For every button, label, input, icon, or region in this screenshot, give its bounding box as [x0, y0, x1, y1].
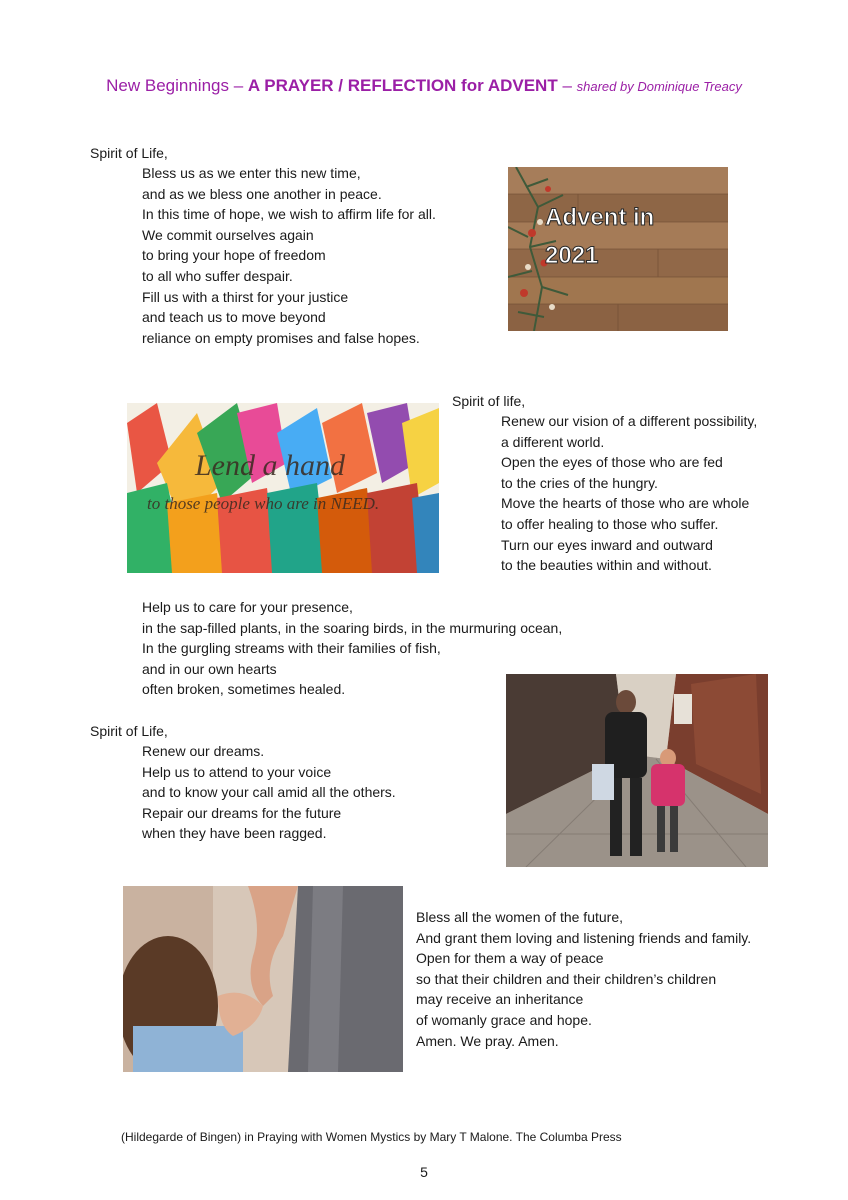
stanza-line: And grant them loving and listening friends and family.: [416, 929, 752, 946]
salutation-2: Spirit of life,: [452, 393, 526, 409]
title-separator: –: [557, 76, 577, 95]
stanza-line: often broken, sometimes healed.: [142, 681, 346, 698]
stanza-line: We commit ourselves again: [142, 226, 314, 243]
stanza-line: Renew our vision of a different possibility,: [501, 413, 758, 429]
title-byline: shared by Dominique Treacy: [576, 79, 742, 94]
salutation-1: Spirit of Life,: [90, 145, 168, 161]
stanza-line: Fill us with a thirst for your justice: [142, 288, 349, 305]
stanza-line: reliance on empty promises and false hopes.: [142, 329, 420, 346]
stanza-line: Turn our eyes inward and outward: [501, 536, 713, 553]
page-title: [0, 76, 848, 96]
stanza-line: Help us to care for your presence,: [142, 599, 353, 615]
stanza-5: [416, 907, 751, 1051]
salutation-3: Spirit of Life,: [90, 723, 168, 739]
stanza-line: to the beauties within and without.: [501, 557, 712, 574]
stanza-line: In the gurgling streams with their families of fish,: [142, 640, 441, 657]
stanza-line: Renew our dreams.: [142, 743, 265, 759]
stanza-line: to all who suffer despair.: [142, 267, 293, 284]
stanza-line: Bless us as we enter this new time,: [142, 165, 361, 181]
stanza-line: and to know your call amid all the others.: [142, 784, 396, 801]
stanza-line: to bring your hope of freedom: [142, 247, 326, 264]
citation-footer: (Hildegarde of Bingen) in Praying with Women Mystics by Mary T Malone. The Columba Press: [121, 1130, 622, 1144]
stanza-line: In this time of hope, we wish to affirm life for all.: [142, 206, 436, 223]
stanza-line: and in our own hearts: [142, 660, 277, 677]
stanza-line: Repair our dreams for the future: [142, 804, 342, 821]
mother-child-street-photo: [506, 674, 768, 867]
stanza-line: Move the hearts of those who are whole: [501, 495, 750, 512]
stanza-line: and as we bless one another in peace.: [142, 185, 382, 202]
advent-image: [508, 167, 728, 331]
stanza-line: to offer healing to those who suffer.: [501, 515, 719, 532]
lend-a-hand-text-1: Lend a hand: [195, 449, 345, 482]
stanza-3: [142, 597, 562, 700]
stanza-line: of womanly grace and hope.: [416, 1011, 592, 1028]
stanza-line: so that their children and their children’s children: [416, 970, 717, 987]
stanza-line: when they have been ragged.: [142, 825, 327, 842]
advent-image-text-2: 2021: [545, 242, 599, 269]
holding-hands-photo: [123, 886, 403, 1072]
stanza-1: [142, 163, 436, 348]
stanza-line: and teach us to move beyond: [142, 309, 326, 326]
lend-a-hand-text-2: to those people who are in NEED.: [147, 494, 380, 513]
stanza-line: to the cries of the hungry.: [501, 474, 658, 491]
stanza-2: [501, 411, 757, 576]
stanza-line: Open the eyes of those who are fed: [501, 454, 723, 471]
page-number: 5: [420, 1164, 428, 1180]
stanza-line: Open for them a way of peace: [416, 950, 604, 967]
lend-a-hand-image: [127, 403, 439, 573]
stanza-4: [142, 741, 396, 844]
stanza-line: Amen. We pray. Amen.: [416, 1032, 559, 1049]
stanza-line: Help us to attend to your voice: [142, 763, 332, 780]
stanza-line: a different world.: [501, 433, 605, 450]
title-main: A PRAYER / REFLECTION for ADVENT: [247, 76, 558, 95]
stanza-line: may receive an inheritance: [416, 991, 584, 1008]
title-prefix: New Beginnings –: [106, 76, 248, 95]
advent-image-text-1: Advent in: [545, 204, 655, 231]
stanza-line: in the sap-filled plants, in the soaring birds, in the murmuring ocean,: [142, 619, 563, 636]
stanza-line: Bless all the women of the future,: [416, 909, 623, 925]
